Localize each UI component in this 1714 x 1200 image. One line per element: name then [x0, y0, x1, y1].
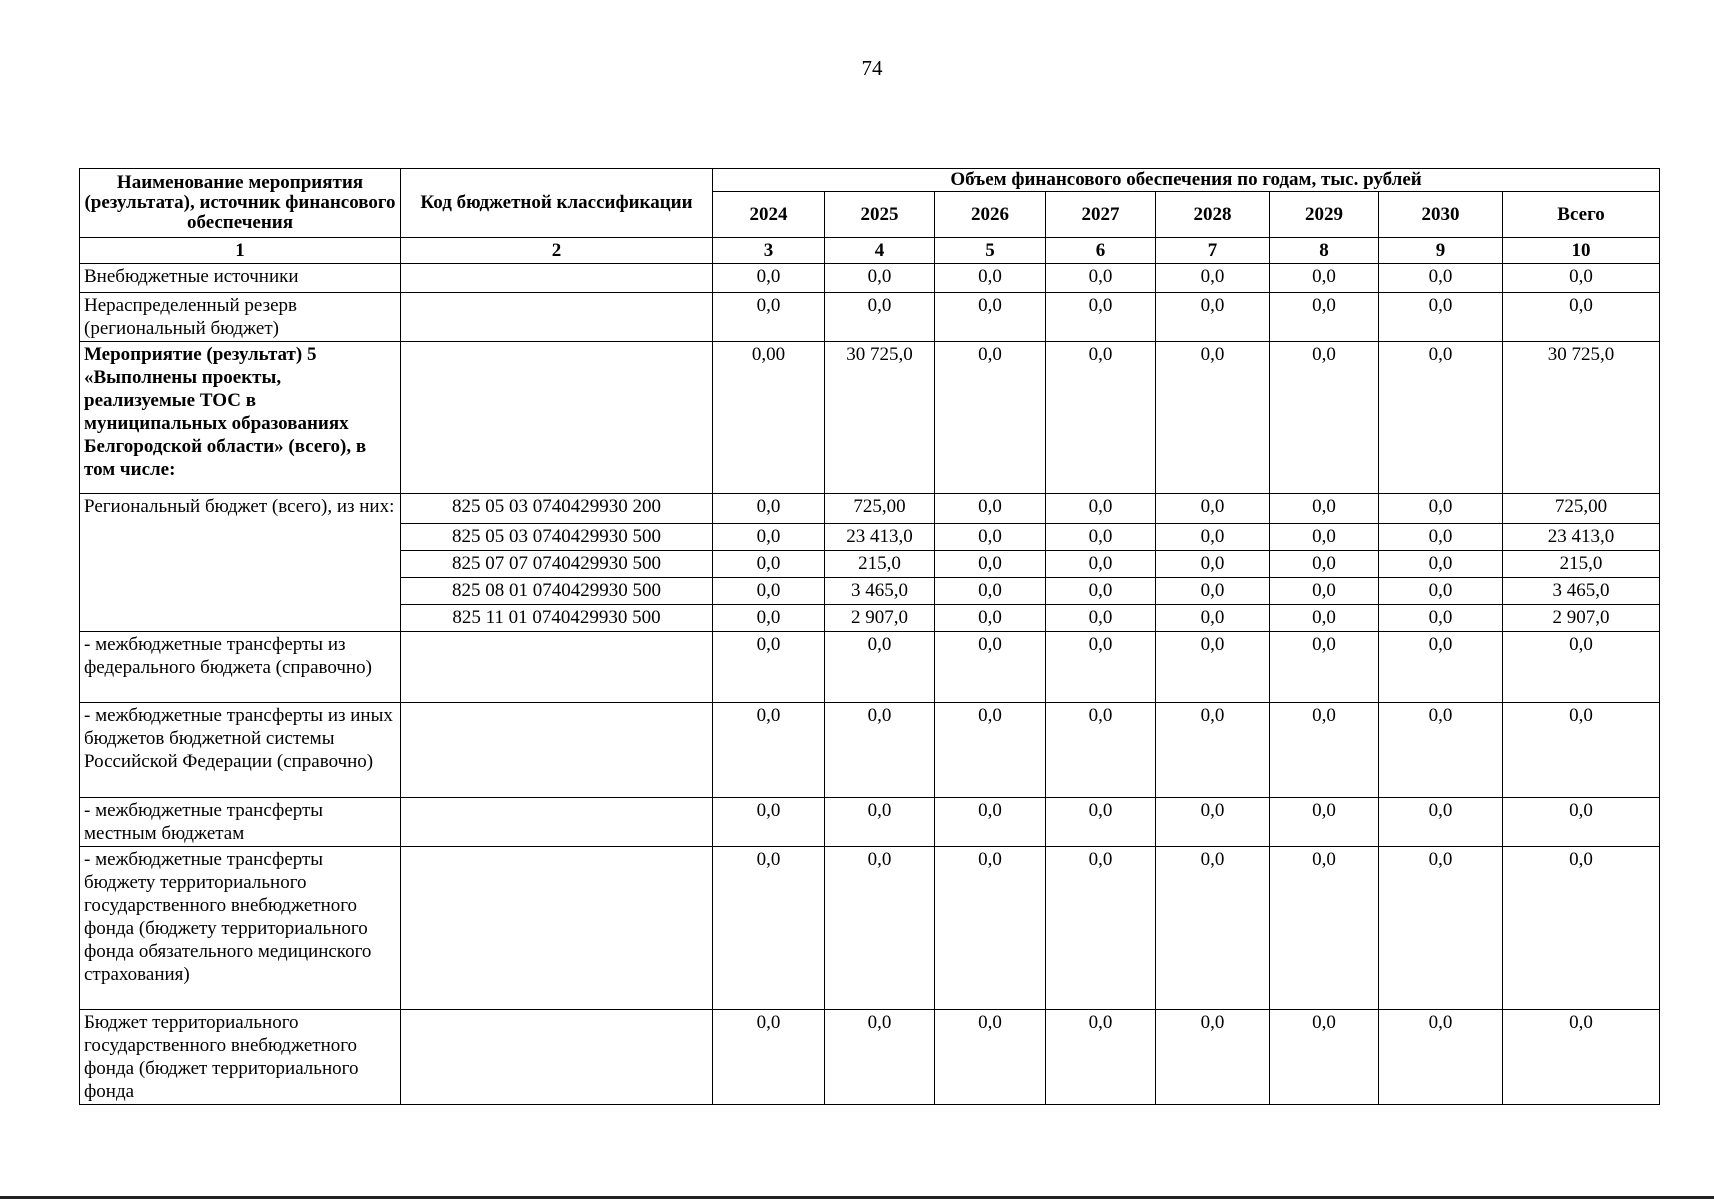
row-value: 0,0	[935, 264, 1046, 293]
row-value: 0,0	[1270, 293, 1379, 342]
row-value: 0,0	[1046, 578, 1156, 605]
row-value: 0,0	[1270, 264, 1379, 293]
bottom-rule	[0, 1196, 1714, 1199]
row-value: 0,0	[1379, 847, 1503, 1010]
row-value: 725,00	[1503, 494, 1660, 524]
row-code	[401, 798, 713, 847]
row-value: 0,0	[1379, 1010, 1503, 1105]
row-name: - межбюджетные трансферты из иных бюджетов бюджетной системы Российской Федерации (справочно)	[80, 703, 401, 798]
header-year: Всего	[1503, 192, 1660, 238]
row-value: 0,0	[1156, 293, 1270, 342]
row-value: 0,0	[825, 632, 935, 703]
row-code: 825 05 03 0740429930 500	[401, 524, 713, 551]
row-code: 825 11 01 0740429930 500	[401, 605, 713, 632]
table-row	[80, 494, 1660, 524]
row-value: 0,0	[1270, 1010, 1379, 1105]
row-value: 0,0	[1156, 264, 1270, 293]
row-value: 0,0	[1046, 524, 1156, 551]
column-index: 8	[1270, 238, 1379, 264]
row-value: 0,0	[1156, 632, 1270, 703]
table-row	[80, 1010, 1660, 1105]
row-value: 215,0	[1503, 551, 1660, 578]
row-value: 0,0	[713, 605, 825, 632]
row-value: 0,0	[1379, 264, 1503, 293]
row-name: - межбюджетные трансферты местным бюджетам	[80, 798, 401, 847]
row-value: 0,0	[1270, 632, 1379, 703]
table-row	[80, 342, 1660, 494]
header-name: Наименование мероприятия (результата), источник финансового обеспечения	[80, 169, 401, 238]
row-value: 0,0	[1379, 703, 1503, 798]
row-value: 0,0	[713, 293, 825, 342]
row-value: 0,0	[825, 1010, 935, 1105]
row-value: 0,0	[1379, 293, 1503, 342]
row-value: 0,0	[713, 847, 825, 1010]
row-value: 0,0	[1046, 1010, 1156, 1105]
row-value: 0,0	[1046, 264, 1156, 293]
row-value: 0,0	[1156, 578, 1270, 605]
column-index: 1	[80, 238, 401, 264]
row-name: Нераспределенный резерв (региональный бюджет)	[80, 293, 401, 342]
table-row	[80, 703, 1660, 798]
row-value: 0,0	[1156, 494, 1270, 524]
table-row	[80, 798, 1660, 847]
row-value: 0,0	[1046, 551, 1156, 578]
column-index: 5	[935, 238, 1046, 264]
row-value: 0,0	[935, 847, 1046, 1010]
row-value: 0,0	[1270, 798, 1379, 847]
header-year: 2029	[1270, 192, 1379, 238]
header-year: 2027	[1046, 192, 1156, 238]
row-value: 0,0	[1270, 494, 1379, 524]
row-value: 0,0	[713, 632, 825, 703]
row-value: 0,0	[935, 798, 1046, 847]
row-value: 3 465,0	[825, 578, 935, 605]
row-value: 0,0	[935, 524, 1046, 551]
row-name: Бюджет территориального государственного внебюджетного фонда (бюджет территориального фонда	[80, 1010, 401, 1105]
row-value: 0,0	[1379, 578, 1503, 605]
row-name: - межбюджетные трансферты из федерального бюджета (справочно)	[80, 632, 401, 703]
row-value: 0,0	[1379, 342, 1503, 494]
row-value: 0,0	[1379, 632, 1503, 703]
row-value: 0,0	[713, 798, 825, 847]
row-value: 0,0	[825, 293, 935, 342]
row-value: 23 413,0	[1503, 524, 1660, 551]
row-value: 0,0	[1046, 632, 1156, 703]
header-year: 2028	[1156, 192, 1270, 238]
column-index: 7	[1156, 238, 1270, 264]
row-value: 0,0	[713, 264, 825, 293]
row-value: 0,0	[713, 703, 825, 798]
row-value: 0,0	[825, 264, 935, 293]
column-index: 10	[1503, 238, 1660, 264]
row-name: Региональный бюджет (всего), из них:	[80, 494, 401, 632]
table-row	[80, 847, 1660, 1010]
row-value: 3 465,0	[1503, 578, 1660, 605]
row-value: 0,0	[935, 632, 1046, 703]
row-value: 0,0	[1270, 578, 1379, 605]
row-value: 0,0	[825, 798, 935, 847]
table-row	[80, 264, 1660, 293]
row-value: 0,0	[1046, 703, 1156, 798]
row-name: - межбюджетные трансферты бюджету территориального государственного внебюджетного фонда (бюджету территориального фонда обязательного медицинского страхования)	[80, 847, 401, 1010]
row-value: 0,0	[713, 578, 825, 605]
row-code	[401, 342, 713, 494]
row-value: 0,0	[1046, 605, 1156, 632]
row-value: 0,0	[1046, 494, 1156, 524]
row-value: 0,0	[1046, 293, 1156, 342]
row-value: 0,0	[1270, 342, 1379, 494]
row-value: 0,0	[935, 703, 1046, 798]
row-value: 0,0	[825, 847, 935, 1010]
header-year: 2024	[713, 192, 825, 238]
row-value: 0,0	[1156, 798, 1270, 847]
row-code	[401, 632, 713, 703]
header-year: 2030	[1379, 192, 1503, 238]
row-value: 0,0	[935, 342, 1046, 494]
row-value: 0,0	[1270, 524, 1379, 551]
row-value: 0,0	[1156, 1010, 1270, 1105]
row-value: 0,0	[1156, 703, 1270, 798]
header-index-row	[80, 238, 1660, 264]
row-value: 0,0	[935, 494, 1046, 524]
row-value: 30 725,0	[825, 342, 935, 494]
row-code	[401, 1010, 713, 1105]
row-code	[401, 847, 713, 1010]
row-value: 0,0	[1503, 1010, 1660, 1105]
row-value: 0,00	[713, 342, 825, 494]
row-value: 0,0	[1503, 798, 1660, 847]
row-value: 0,0	[1379, 494, 1503, 524]
row-value: 0,0	[1379, 605, 1503, 632]
row-value: 0,0	[1156, 847, 1270, 1010]
row-name: Внебюджетные источники	[80, 264, 401, 293]
row-value: 0,0	[1503, 264, 1660, 293]
row-value: 215,0	[825, 551, 935, 578]
row-value: 0,0	[935, 293, 1046, 342]
row-value: 0,0	[935, 1010, 1046, 1105]
row-value: 0,0	[935, 551, 1046, 578]
row-value: 30 725,0	[1503, 342, 1660, 494]
row-value: 0,0	[1046, 798, 1156, 847]
column-index: 6	[1046, 238, 1156, 264]
row-value: 0,0	[713, 494, 825, 524]
row-value: 23 413,0	[825, 524, 935, 551]
header-code: Код бюджетной классификации	[401, 169, 713, 238]
row-value: 0,0	[1046, 847, 1156, 1010]
column-index: 3	[713, 238, 825, 264]
header-year: 2025	[825, 192, 935, 238]
row-value: 2 907,0	[1503, 605, 1660, 632]
row-value: 0,0	[1379, 798, 1503, 847]
page-number: 74	[861, 56, 883, 80]
row-value: 0,0	[1379, 524, 1503, 551]
row-value: 0,0	[713, 524, 825, 551]
row-value: 0,0	[935, 578, 1046, 605]
column-index: 9	[1379, 238, 1503, 264]
row-value: 0,0	[935, 605, 1046, 632]
row-code: 825 05 03 0740429930 200	[401, 494, 713, 524]
row-value: 0,0	[1156, 342, 1270, 494]
column-index: 4	[825, 238, 935, 264]
row-code: 825 07 07 0740429930 500	[401, 551, 713, 578]
row-value: 0,0	[825, 703, 935, 798]
row-value: 0,0	[1156, 524, 1270, 551]
row-value: 0,0	[1270, 605, 1379, 632]
row-value: 725,00	[825, 494, 935, 524]
row-code: 825 08 01 0740429930 500	[401, 578, 713, 605]
row-value: 2 907,0	[825, 605, 935, 632]
row-value: 0,0	[1503, 847, 1660, 1010]
row-value: 0,0	[1046, 342, 1156, 494]
table-row	[80, 293, 1660, 342]
table-row	[80, 632, 1660, 703]
row-value: 0,0	[1503, 632, 1660, 703]
row-code	[401, 703, 713, 798]
row-value: 0,0	[1156, 551, 1270, 578]
row-value: 0,0	[1270, 703, 1379, 798]
row-code	[401, 293, 713, 342]
row-value: 0,0	[1503, 703, 1660, 798]
budget-table	[79, 168, 1660, 1105]
row-value: 0,0	[1379, 551, 1503, 578]
row-name: Мероприятие (результат) 5 «Выполнены проекты, реализуемые ТОС в муниципальных образованиях Белгородской области» (всего), в том числе:	[80, 342, 401, 494]
column-index: 2	[401, 238, 713, 264]
row-value: 0,0	[1156, 605, 1270, 632]
row-value: 0,0	[1270, 847, 1379, 1010]
row-value: 0,0	[1503, 293, 1660, 342]
header-group: Объем финансового обеспечения по годам, тыс. рублей	[713, 169, 1660, 192]
header-year: 2026	[935, 192, 1046, 238]
row-value: 0,0	[1270, 551, 1379, 578]
row-value: 0,0	[713, 551, 825, 578]
row-value: 0,0	[713, 1010, 825, 1105]
row-code	[401, 264, 713, 293]
